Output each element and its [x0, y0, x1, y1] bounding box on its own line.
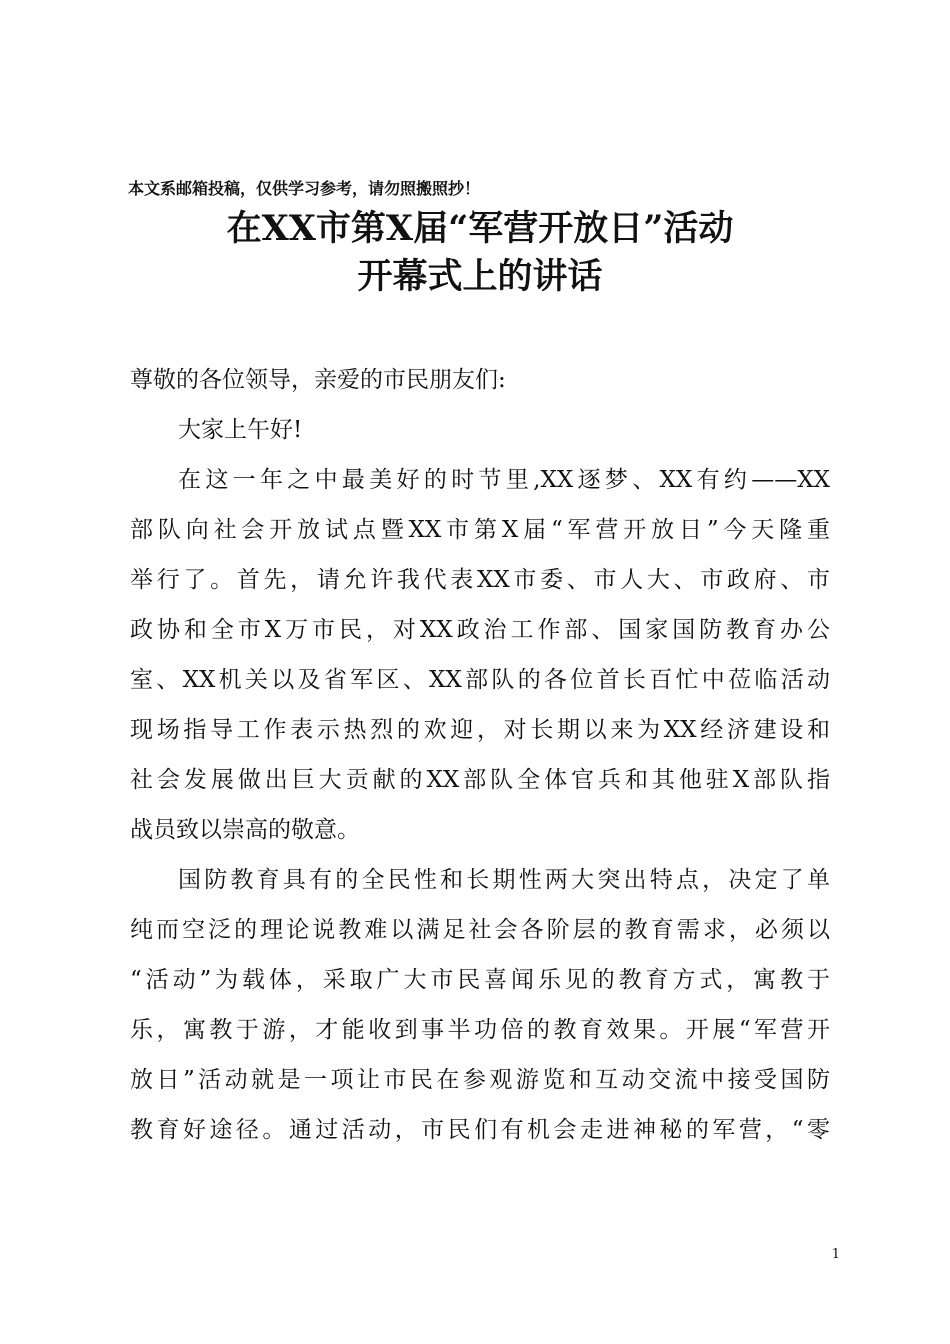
paragraph-line: 室、XX机关以及省军区、XX部队的各位首长百忙中莅临活动 [130, 667, 830, 693]
paragraph-line: 在这一年之中最美好的时节里,XX逐梦、XX有约——XX [178, 467, 830, 493]
page-number: 1 [831, 1247, 840, 1262]
paragraph-welcome [130, 455, 830, 855]
paragraph-line: 教育好途径。通过活动，市民们有机会走进神秘的军营，“零 [130, 1117, 830, 1143]
paragraph-greeting [130, 405, 830, 455]
paragraph-line: 举行了。首先，请允许我代表XX市委、市人大、市政府、市 [130, 567, 830, 593]
paragraph-line: 社会发展做出巨大贡献的XX部队全体官兵和其他驻X部队指 [130, 767, 830, 793]
paragraph-national-defense [130, 855, 830, 1155]
paragraph-line: 乐，寓教于游，才能收到事半功倍的教育效果。开展“军营开 [130, 1017, 830, 1043]
speech-title-line-2: 开幕式上的讲话 [357, 256, 603, 297]
speech-title-line-1: 在XX市第X届“军营开放日”活动 [226, 208, 734, 249]
submission-notice: 本文系邮箱投稿，仅供学习参考，请勿照搬照抄！ [128, 179, 481, 198]
paragraph-line: 现场指导工作表示热烈的欢迎，对长期以来为XX经济建设和 [130, 717, 830, 743]
paragraph-line: 大家上午好! [178, 417, 303, 443]
paragraph-line: 放日”活动就是一项让市民在参观游览和互动交流中接受国防 [130, 1067, 830, 1093]
paragraph-line: 政协和全市X万市民，对XX政治工作部、国家国防教育办公 [130, 617, 830, 643]
paragraph-line: 纯而空泛的理论说教难以满足社会各阶层的教育需求，必须以 [130, 917, 830, 943]
paragraph-line: 国防教育具有的全民性和长期性两大突出特点，决定了单 [178, 867, 830, 893]
salutation: 尊敬的各位领导，亲爱的市民朋友们: [130, 367, 506, 393]
paragraph-line: 部队向社会开放试点暨XX市第X届“军营开放日”今天隆重 [130, 517, 830, 543]
paragraph-line: 战员致以崇高的敬意。 [130, 817, 360, 843]
paragraph-line: “活动”为载体，采取广大市民喜闻乐见的教育方式，寓教于 [130, 967, 830, 993]
